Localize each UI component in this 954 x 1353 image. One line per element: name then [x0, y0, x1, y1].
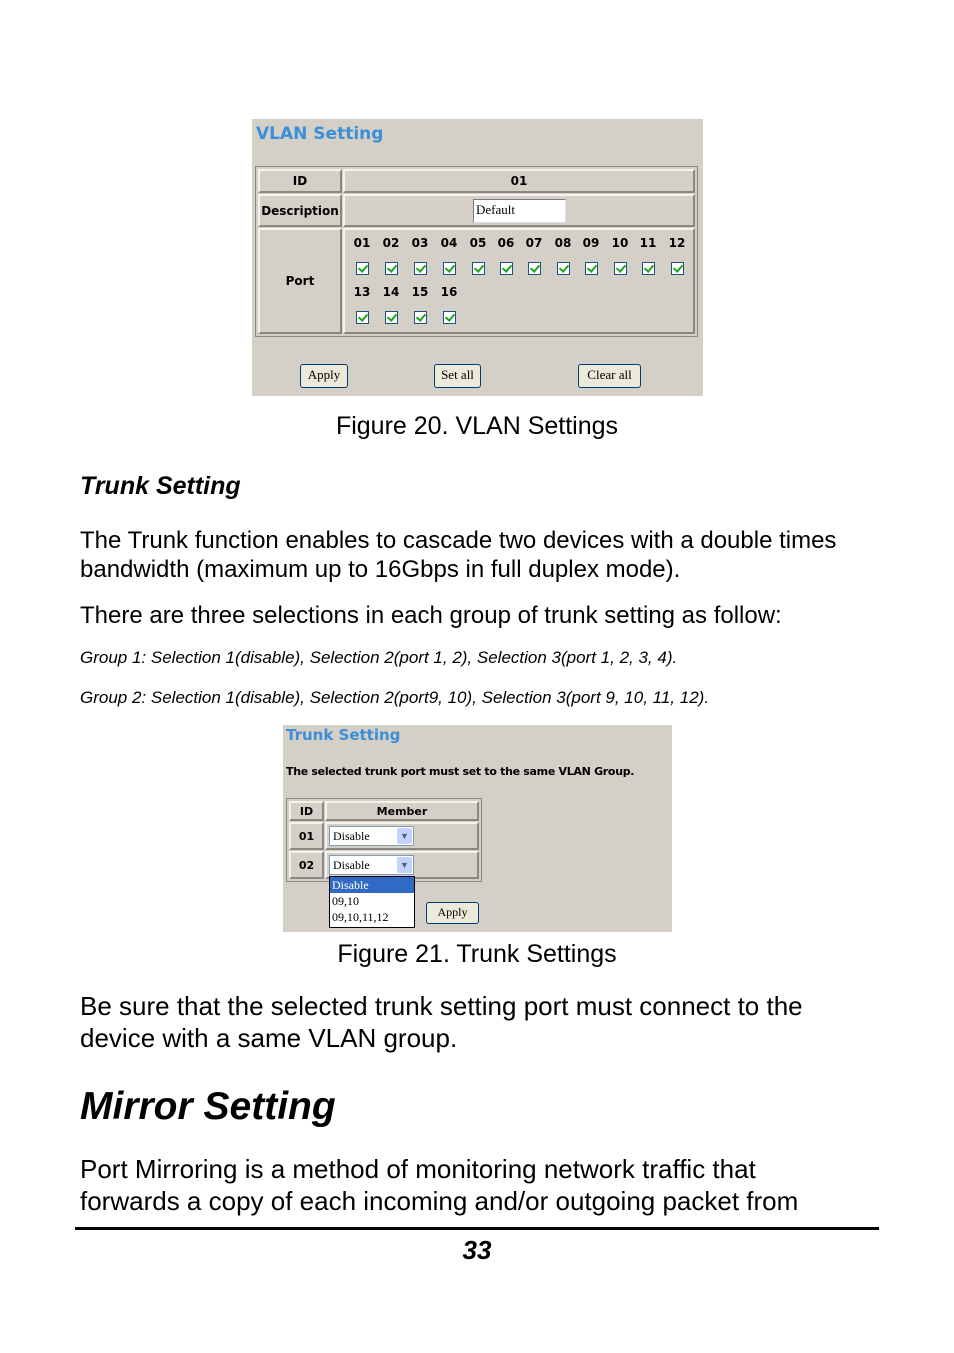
port-checkbox[interactable] — [614, 262, 627, 275]
trunk-row-id: 01 — [289, 822, 324, 850]
trunk-paragraph-line: bandwidth (maximum up to 16Gbps in full duplex mode). — [80, 556, 681, 583]
trunk-panel-title: Trunk Setting — [286, 726, 401, 744]
port-checkbox[interactable] — [414, 262, 427, 275]
chevron-down-icon[interactable]: ▼ — [397, 857, 412, 873]
trunk-setting-panel — [283, 725, 672, 932]
group-1-select-value: Disable — [333, 829, 370, 843]
group-1-description: Group 1: Selection 1(disable), Selection 2(port 1, 2), Selection 3(port 1, 2, 3, 4). — [80, 648, 678, 667]
trunk-setting-heading: Trunk Setting — [80, 472, 241, 500]
port-checkbox[interactable] — [356, 311, 369, 324]
vlan-port-cell — [343, 228, 695, 334]
port-number: 14 — [382, 285, 400, 299]
dropdown-option[interactable]: Disable — [330, 877, 414, 893]
group-2-description: Group 2: Selection 1(disable), Selection 2(port9, 10), Selection 3(port 9, 10, 11, 12). — [80, 688, 710, 707]
port-checkbox[interactable] — [557, 262, 570, 275]
vlan-description-cell — [343, 194, 695, 227]
vlan-group-note-line: device with a same VLAN group. — [80, 1023, 458, 1053]
port-checkbox[interactable] — [500, 262, 513, 275]
vlan-apply-button[interactable]: Apply — [300, 364, 348, 388]
port-number: 07 — [525, 236, 543, 250]
footer-rule — [75, 1227, 879, 1230]
vlan-port-label: Port — [258, 228, 342, 334]
port-number: 11 — [639, 236, 657, 250]
trunk-id-header: ID — [289, 801, 324, 821]
port-number: 10 — [611, 236, 629, 250]
vlan-group-note-line: Be sure that the selected trunk setting port must connect to the — [80, 991, 803, 1021]
vlan-description-label: Description — [258, 194, 342, 227]
port-checkbox[interactable] — [528, 262, 541, 275]
mirror-setting-heading: Mirror Setting — [80, 1085, 336, 1128]
group-1-select[interactable] — [329, 826, 414, 846]
port-number: 03 — [411, 236, 429, 250]
port-checkbox[interactable] — [356, 262, 369, 275]
mirror-paragraph-line: Port Mirroring is a method of monitoring network traffic that — [80, 1154, 756, 1184]
mirror-paragraph-line: forwards a copy of each incoming and/or outgoing packet from — [80, 1186, 799, 1216]
page-number: 33 — [462, 1235, 492, 1265]
description-input[interactable]: Default — [473, 199, 566, 223]
port-checkbox[interactable] — [642, 262, 655, 275]
trunk-paragraph-line: The Trunk function enables to cascade two devices with a double times — [80, 527, 837, 554]
trunk-member-header: Member — [325, 801, 479, 821]
vlan-panel-title: VLAN Setting — [256, 124, 384, 144]
dropdown-option[interactable]: 09,10 — [332, 894, 359, 908]
port-number: 06 — [497, 236, 515, 250]
figure-21-caption: Figure 21. Trunk Settings — [337, 940, 617, 968]
port-number: 09 — [582, 236, 600, 250]
figure-20-caption: Figure 20. VLAN Settings — [335, 412, 619, 440]
port-number: 02 — [382, 236, 400, 250]
port-number: 13 — [353, 285, 371, 299]
port-number: 15 — [411, 285, 429, 299]
trunk-selections-paragraph: There are three selections in each group of trunk setting as follow: — [80, 602, 782, 629]
port-checkbox[interactable] — [472, 262, 485, 275]
chevron-down-icon[interactable]: ▼ — [397, 828, 412, 844]
port-checkbox[interactable] — [414, 311, 427, 324]
port-number: 08 — [554, 236, 572, 250]
port-checkbox[interactable] — [385, 262, 398, 275]
group-2-select-value: Disable — [333, 858, 370, 872]
vlan-id-label: ID — [258, 169, 342, 193]
port-number: 01 — [353, 236, 371, 250]
port-checkbox[interactable] — [443, 311, 456, 324]
port-number: 16 — [440, 285, 458, 299]
dropdown-option[interactable]: 09,10,11,12 — [332, 910, 389, 924]
port-checkbox[interactable] — [585, 262, 598, 275]
set-all-button[interactable]: Set all — [434, 364, 481, 388]
clear-all-button[interactable]: Clear all — [578, 364, 641, 388]
vlan-id-value: 01 — [343, 169, 695, 193]
trunk-panel-note: The selected trunk port must set to the same VLAN Group. — [286, 765, 635, 778]
port-checkbox[interactable] — [385, 311, 398, 324]
port-checkbox[interactable] — [671, 262, 684, 275]
port-number: 04 — [440, 236, 458, 250]
port-number: 12 — [668, 236, 686, 250]
port-checkbox[interactable] — [443, 262, 456, 275]
vlan-setting-panel — [252, 119, 703, 396]
group-2-select[interactable] — [329, 855, 414, 875]
trunk-row-id: 02 — [289, 851, 324, 879]
group-2-dropdown-list — [329, 876, 415, 928]
port-number: 05 — [469, 236, 487, 250]
trunk-apply-button[interactable]: Apply — [426, 902, 479, 924]
